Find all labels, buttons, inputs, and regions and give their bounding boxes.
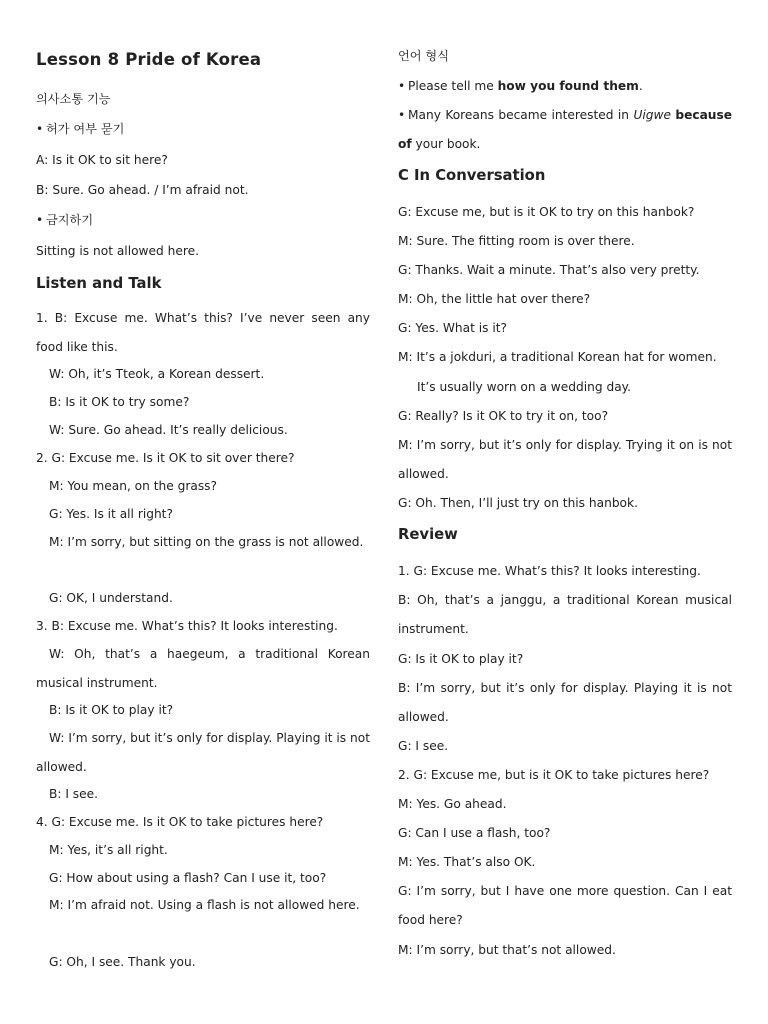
review-1-line-1: 1. G: Excuse me. What’s this? It looks interesting. — [398, 564, 701, 578]
permission-line-b: B: Sure. Go ahead. / I’m afraid not. — [36, 183, 249, 197]
bullet-icon: • — [36, 122, 44, 136]
dialogue-2-line-1: 2. G: Excuse me. Is it OK to sit over there? — [36, 451, 295, 465]
permission-line-a: A: Is it OK to sit here? — [36, 153, 168, 167]
dialogue-3-line-2: W: Oh, that’s a haegeum, a traditional Korean musical instrument. — [36, 647, 370, 690]
conversation-line-3: G: Thanks. Wait a minute. That’s also very pretty. — [398, 263, 700, 277]
review-heading: Review — [398, 526, 458, 543]
review-2-line-5: G: I’m sorry, but I have one more question. Can I eat food here? — [398, 884, 732, 927]
review-1-line-4: B: I’m sorry, but it’s only for display. Playing it is not allowed. — [398, 681, 732, 724]
dialogue-2-line-4: M: I’m sorry, but sitting on the grass is not allowed. — [49, 535, 364, 549]
conversation-line-6a: M: It’s a jokduri, a traditional Korean hat for women. — [398, 350, 717, 364]
review-1-line-3: G: Is it OK to play it? — [398, 652, 524, 666]
review-2-line-6: M: I’m sorry, but that’s not allowed. — [398, 943, 616, 957]
dialogue-4-line-4: M: I’m afraid not. Using a flash is not allowed here. — [49, 898, 360, 912]
listen-and-talk-heading: Listen and Talk — [36, 275, 162, 292]
bullet-prohibition — [36, 212, 370, 228]
conversation-line-2: M: Sure. The fitting room is over there. — [398, 234, 635, 248]
language-form-1-highlight: how you found them — [497, 79, 639, 93]
language-form-2-italic: Uigwe — [633, 108, 671, 122]
language-form-1 — [398, 78, 732, 94]
communication-functions-heading: 의사소통 기능 — [36, 92, 111, 106]
language-form-2-highlight: because of — [398, 108, 732, 151]
conversation-line-6b: It’s usually worn on a wedding day. — [417, 380, 632, 394]
language-forms-heading: 언어 형식 — [398, 49, 449, 63]
dialogue-4-line-1: 4. G: Excuse me. Is it OK to take pictures here? — [36, 815, 324, 829]
dialogue-2-line-3: G: Yes. Is it all right? — [49, 507, 173, 521]
language-form-2-text: Many Koreans became interested in — [408, 108, 634, 122]
review-2-line-4: M: Yes. That’s also OK. — [398, 855, 536, 869]
conversation-line-8: M: I’m sorry, but it’s only for display. Trying it on is not allowed. — [398, 438, 732, 481]
dialogue-3-line-5: B: I see. — [49, 787, 99, 801]
dialogue-2-line-5: G: OK, I understand. — [49, 591, 173, 605]
dialogue-1-line-2: W: Oh, it’s Tteok, a Korean dessert. — [49, 367, 265, 381]
dialogue-2-line-2: M: You mean, on the grass? — [49, 479, 217, 493]
language-form-1-end: . — [638, 79, 643, 93]
dialogue-4-line-2: M: Yes, it’s all right. — [49, 843, 168, 857]
prohibition-example: Sitting is not allowed here. — [36, 244, 199, 258]
conversation-line-5: G: Yes. What is it? — [398, 321, 507, 335]
bullet-permission-text: 허가 여부 묻기 — [46, 122, 125, 136]
language-form-1-text: Please tell me — [408, 79, 498, 93]
review-2-line-1: 2. G: Excuse me, but is it OK to take pictures here? — [398, 768, 710, 782]
bullet-permission — [36, 121, 370, 137]
review-2-line-2: M: Yes. Go ahead. — [398, 797, 507, 811]
language-form-2-end: your book. — [411, 136, 481, 151]
bullet-prohibition-text: 금지하기 — [46, 213, 94, 227]
review-2-line-3: G: Can I use a flash, too? — [398, 826, 551, 840]
review-1-line-2: B: Oh, that’s a janggu, a traditional Korean musical instrument. — [398, 593, 732, 636]
dialogue-1-line-4: W: Sure. Go ahead. It’s really delicious. — [49, 423, 288, 437]
dialogue-3-line-4: W: I’m sorry, but it’s only for display. Playing it is not allowed. — [36, 731, 370, 774]
dialogue-3-line-1: 3. B: Excuse me. What’s this? It looks interesting. — [36, 619, 338, 633]
bullet-icon: • — [36, 213, 44, 227]
conversation-line-1: G: Excuse me, but is it OK to try on this hanbok? — [398, 205, 695, 219]
bullet-icon: • — [398, 79, 406, 93]
dialogue-1-line-1: 1. B: Excuse me. What’s this? I’ve never seen any food like this. — [36, 311, 370, 354]
conversation-line-7: G: Really? Is it OK to try it on, too? — [398, 409, 609, 423]
dialogue-3-line-3: B: Is it OK to play it? — [49, 703, 174, 717]
bullet-icon: • — [398, 108, 406, 122]
review-1-line-5: G: I see. — [398, 739, 449, 753]
dialogue-4-line-3: G: How about using a flash? Can I use it, too? — [49, 871, 327, 885]
lesson-title: Lesson 8 Pride of Korea — [36, 50, 262, 69]
dialogue-4-line-5: G: Oh, I see. Thank you. — [49, 955, 196, 969]
in-conversation-heading: C In Conversation — [398, 167, 546, 184]
dialogue-1-line-3: B: Is it OK to try some? — [49, 395, 190, 409]
conversation-line-4: M: Oh, the little hat over there? — [398, 292, 591, 306]
conversation-line-9: G: Oh. Then, I’ll just try on this hanbok. — [398, 496, 638, 510]
language-form-2 — [398, 101, 732, 158]
